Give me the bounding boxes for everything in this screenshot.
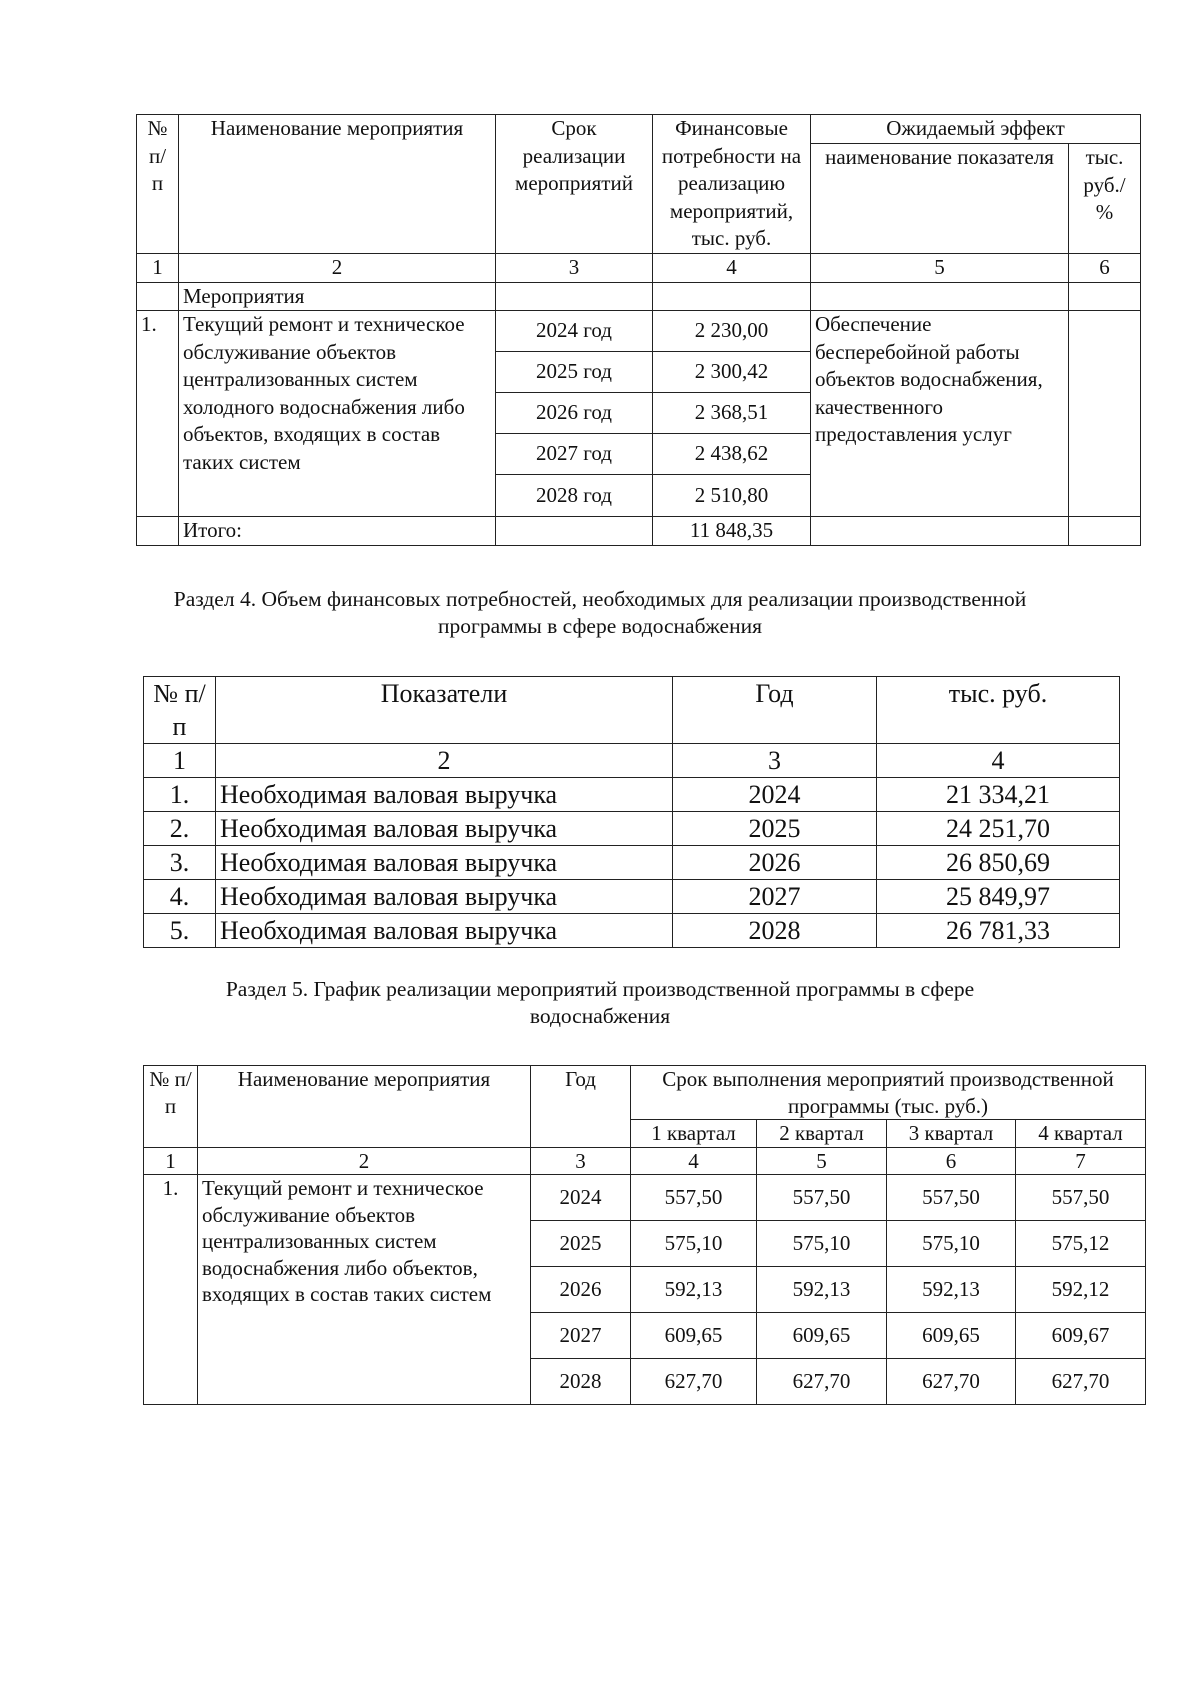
quarter-cell: 575,12 (1016, 1221, 1146, 1267)
table-row (137, 311, 1141, 352)
quarter-cell: 609,67 (1016, 1313, 1146, 1359)
indicator-cell: Необходимая валовая выручка (216, 880, 673, 914)
col-header-num: № п/ п (144, 1066, 198, 1148)
row-num: 3. (144, 846, 216, 880)
col-header-effect: Ожидаемый эффект (811, 115, 1141, 144)
quarter-cell: 609,65 (887, 1313, 1016, 1359)
year-cell: 2025 год (496, 352, 653, 393)
table-header-row (137, 115, 1141, 144)
row-num: 1. (137, 311, 179, 517)
year-cell: 2028 (531, 1359, 631, 1405)
amount-cell: 24 251,70 (877, 812, 1120, 846)
year-cell: 2027 (531, 1313, 631, 1359)
section-label-row (137, 282, 1141, 311)
quarter-cell: 627,70 (1016, 1359, 1146, 1405)
year-cell: 2027 (673, 880, 877, 914)
col-header-q1: 1 квартал (631, 1120, 757, 1148)
col-number: 6 (887, 1147, 1016, 1175)
col-number: 3 (673, 744, 877, 778)
col-header-name: Наименование мероприятия (179, 115, 496, 254)
quarter-cell: 557,50 (887, 1175, 1016, 1221)
year-cell: 2026 (673, 846, 877, 880)
year-cell: 2024 (673, 778, 877, 812)
activities-table (136, 114, 1141, 546)
col-number: 1 (144, 744, 216, 778)
col-number: 2 (179, 254, 496, 283)
year-cell: 2025 (673, 812, 877, 846)
amount-cell: 26 781,33 (877, 914, 1120, 948)
col-header-year: Год (531, 1066, 631, 1148)
col-header-unit: тыс. руб./ % (1069, 144, 1141, 254)
col-header-indicator: наименование показателя (811, 144, 1069, 254)
quarter-cell: 575,10 (757, 1221, 887, 1267)
table-row (144, 1175, 1146, 1221)
quarter-cell: 609,65 (631, 1313, 757, 1359)
table-row (144, 812, 1120, 846)
indicator-cell: Необходимая валовая выручка (216, 778, 673, 812)
col-number: 1 (137, 254, 179, 283)
section-label: Мероприятия (179, 282, 496, 311)
col-header-q3: 3 квартал (887, 1120, 1016, 1148)
table-header-row (144, 677, 1120, 744)
col-header-num: № п/ п (137, 115, 179, 254)
indicator-cell: Необходимая валовая выручка (216, 914, 673, 948)
col-number: 4 (631, 1147, 757, 1175)
amount-cell: 2 438,62 (653, 434, 811, 475)
col-header-year: Год (673, 677, 877, 744)
row-num: 5. (144, 914, 216, 948)
year-cell: 2025 (531, 1221, 631, 1267)
section-4-title: Раздел 4. Объем финансовых потребностей, необходимых для реализации производственной программы в сфере водоснабжения (173, 587, 1027, 638)
year-cell: 2026 (531, 1267, 631, 1313)
total-amount: 11 848,35 (653, 517, 811, 546)
table-row (144, 778, 1120, 812)
quarter-cell: 627,70 (631, 1359, 757, 1405)
year-cell: 2024 год (496, 311, 653, 352)
year-cell: 2024 (531, 1175, 631, 1221)
col-number: 4 (653, 254, 811, 283)
col-number: 5 (811, 254, 1069, 283)
amount-cell: 2 368,51 (653, 393, 811, 434)
row-num: 1. (144, 778, 216, 812)
col-header-q4: 4 квартал (1016, 1120, 1146, 1148)
quarter-cell: 592,13 (887, 1267, 1016, 1313)
quarter-cell: 557,50 (757, 1175, 887, 1221)
col-number: 5 (757, 1147, 887, 1175)
year-cell: 2026 год (496, 393, 653, 434)
amount-cell: 21 334,21 (877, 778, 1120, 812)
quarter-cell: 557,50 (1016, 1175, 1146, 1221)
col-number: 4 (877, 744, 1120, 778)
col-header-indicator: Показатели (216, 677, 673, 744)
quarter-cell: 627,70 (757, 1359, 887, 1405)
year-cell: 2028 (673, 914, 877, 948)
row-num: 2. (144, 812, 216, 846)
table-header-row (144, 1066, 1146, 1120)
section-5-title: Раздел 5. График реализации мероприятий производственной программы в сфере водоснабжения (225, 977, 975, 1028)
amount-cell: 2 230,00 (653, 311, 811, 352)
col-number: 1 (144, 1147, 198, 1175)
activity-name: Текущий ремонт и техническое обслуживание объектов централизованных систем водоснабжения либо объектов, входящих в состав таких систем (198, 1175, 531, 1405)
column-numbers-row (144, 1147, 1146, 1175)
table-row (144, 914, 1120, 948)
revenue-table (143, 676, 1120, 948)
quarter-cell: 575,10 (887, 1221, 1016, 1267)
total-label: Итого: (179, 517, 496, 546)
col-header-term: Срок выполнения мероприятий производственной программы (тыс. руб.) (631, 1066, 1146, 1120)
col-header-name: Наименование мероприятия (198, 1066, 531, 1148)
column-numbers-row (144, 744, 1120, 778)
quarter-cell: 557,50 (631, 1175, 757, 1221)
col-number: 6 (1069, 254, 1141, 283)
quarter-cell: 592,12 (1016, 1267, 1146, 1313)
col-number: 3 (496, 254, 653, 283)
quarter-cell: 609,65 (757, 1313, 887, 1359)
col-header-amount: тыс. руб. (877, 677, 1120, 744)
indicator-cell: Необходимая валовая выручка (216, 812, 673, 846)
table-row (144, 846, 1120, 880)
table-row (144, 880, 1120, 914)
col-header-q2: 2 квартал (757, 1120, 887, 1148)
amount-cell: 2 510,80 (653, 475, 811, 517)
row-num: 1. (144, 1175, 198, 1405)
amount-cell: 26 850,69 (877, 846, 1120, 880)
amount-cell: 2 300,42 (653, 352, 811, 393)
indicator-cell: Необходимая валовая выручка (216, 846, 673, 880)
year-cell: 2028 год (496, 475, 653, 517)
quarter-cell: 575,10 (631, 1221, 757, 1267)
column-numbers-row (137, 254, 1141, 283)
quarter-cell: 592,13 (757, 1267, 887, 1313)
col-number: 7 (1016, 1147, 1146, 1175)
col-header-num: № п/п (144, 677, 216, 744)
activity-name: Текущий ремонт и техническое обслуживание объектов централизованных систем холодного водоснабжения либо объектов, входящих в состав таких систем (179, 311, 496, 517)
total-row (137, 517, 1141, 546)
year-cell: 2027 год (496, 434, 653, 475)
col-number: 2 (216, 744, 673, 778)
col-number: 2 (198, 1147, 531, 1175)
amount-cell: 25 849,97 (877, 880, 1120, 914)
col-number: 3 (531, 1147, 631, 1175)
quarter-cell: 627,70 (887, 1359, 1016, 1405)
schedule-table (143, 1065, 1146, 1405)
col-header-term: Срок реализации мероприятий (496, 115, 653, 254)
expected-effect: Обеспечение бесперебойной работы объектов водоснабжения, качественного предоставления услуг (811, 311, 1069, 517)
row-num: 4. (144, 880, 216, 914)
col-header-finance: Финансовые потребности на реализацию мероприятий, тыс. руб. (653, 115, 811, 254)
quarter-cell: 592,13 (631, 1267, 757, 1313)
